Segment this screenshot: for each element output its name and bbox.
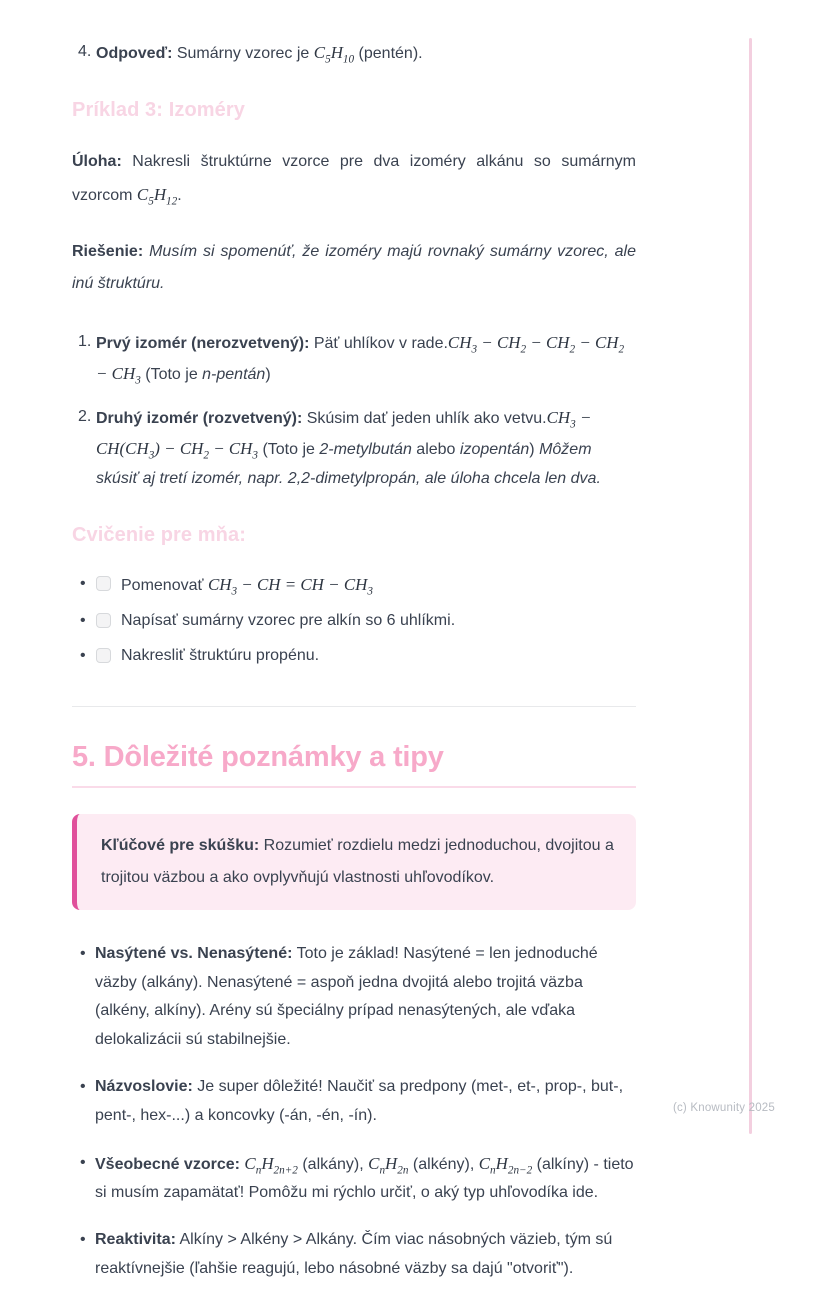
- isomer-item-1: [72, 328, 636, 390]
- tip-item-3: [72, 1149, 636, 1209]
- checkbox-unchecked[interactable]: [96, 576, 111, 591]
- tip-2-text: Názvoslovie: Je super dôležité! Naučiť sa predpony (met-, et-, prop-, but-, pent-, hex-...) a koncovky (-án, -én, -ín).: [95, 1077, 624, 1124]
- checkbox-unchecked[interactable]: [96, 613, 111, 628]
- exercise-heading: Cvičenie pre mňa:: [72, 523, 246, 546]
- section-divider: [72, 706, 636, 707]
- answer-list-item: [72, 38, 636, 69]
- document-page: [72, 0, 636, 1302]
- checklist-item-3-text: Nakresliť štruktúru propénu.: [121, 646, 320, 664]
- list-number: 2.: [78, 408, 92, 426]
- solution-paragraph: Riešenie: Musím si spomenúť, že izoméry majú rovnaký sumárny vzorec, ale inú štruktúru.: [72, 242, 636, 292]
- checklist-item-2-text: Napísať sumárny vzorec pre alkín so 6 uhlíkmi.: [121, 611, 456, 629]
- scroll-indicator[interactable]: [749, 38, 752, 1134]
- exam-key-callout: [72, 814, 636, 910]
- bullet-marker: •: [80, 944, 86, 962]
- isomer-1-text: Prvý izomér (nerozvetvený): Päť uhlíkov v $rade.CH_3 - CH_2 - CH_2 - CH_2 - CH_3$ (Toto je n-pentán): [96, 332, 625, 386]
- isomer-list: [72, 328, 636, 494]
- tip-item-4: [72, 1226, 636, 1284]
- example-3-heading: Príklad 3: Izoméry: [72, 98, 245, 121]
- checklist-item-3: [72, 642, 636, 670]
- bullet-marker: •: [80, 574, 86, 592]
- checklist-item-1-text: Pomenovať $CH_3$ − CH = CH − $CH_3$: [121, 574, 373, 598]
- task-paragraph: Úloha: Nakresli štruktúrne vzorce pre dva izoméry alkánu so sumárnym vzorcom $C_5H_{12}$.: [72, 152, 636, 208]
- isomer-2-text: Druhý izomér (rozvetvený): Skúsim dať jeden uhlík ako $vetvu.CH_3 - CH(CH_3) - CH_2 - CH_3$ (Toto je 2-metylbután alebo izopentán) Môžem skúsiť aj tretí izomér, napr. 2,2-dimetylpropán, ale úloha chcela len dva.: [96, 408, 601, 487]
- heading-underline: [72, 786, 636, 788]
- tips-list: [72, 940, 636, 1284]
- answer-text: Odpoveď: Sumárny vzorec je $C_5H_{10}$ (pentén).: [96, 43, 423, 66]
- bullet-marker: •: [80, 1077, 86, 1095]
- checklist-item-2: [72, 607, 636, 635]
- tip-4-text: Reaktivita: Alkíny > Alkény > Alkány. Čím viac násobných väzieb, tým sú reaktívnejšie (ľahšie reagujú, lebo násobné väzby sa dajú "otvoriť").: [95, 1231, 613, 1277]
- checkbox-unchecked[interactable]: [96, 648, 111, 663]
- checklist-item-1: [72, 570, 636, 600]
- list-number: 4.: [78, 43, 92, 60]
- bullet-marker: •: [80, 611, 86, 629]
- tip-item-2: [72, 1073, 636, 1131]
- notes-heading: 5. Dôležité poznámky a tipy: [72, 740, 444, 773]
- bullet-marker: •: [80, 1153, 86, 1171]
- bullet-marker: •: [80, 646, 86, 664]
- bullet-marker: •: [80, 1231, 86, 1249]
- copyright-footer: (c) Knowunity 2025: [672, 1102, 775, 1114]
- isomer-item-2: [72, 403, 636, 493]
- tip-3-text: Všeobecné vzorce: $C_nH_{2n+2}$ (alkány), $C_nH_{2n}$ (alkény), $C_nH_{2n-2}$ (alkíny) - tieto si musím zapamätať! Pomôžu mi rýchlo určiť, o aký typ uhľovodíka ide.: [95, 1153, 634, 1202]
- callout-text: Kľúčové pre skúšku: Rozumieť rozdielu medzi jednoduchou, dvojitou a trojitou väzbou a ako ovplyvňujú vlastnosti uhľovodíkov.: [101, 836, 614, 886]
- tip-1-text: Nasýtené vs. Nenasýtené: Toto je základ! Nasýtené = len jednoduché väzby (alkány). Nenasýtené = aspoň jedna dvojitá alebo trojitá väzba (alkény, alkíny). Arény sú špeciálny prípad nenasýtených, ale vďaka delokalizácii sú stabilnejšie.: [95, 944, 598, 1049]
- tip-item-1: [72, 940, 636, 1055]
- list-number: 1.: [78, 332, 92, 350]
- exercise-checklist: [72, 570, 636, 670]
